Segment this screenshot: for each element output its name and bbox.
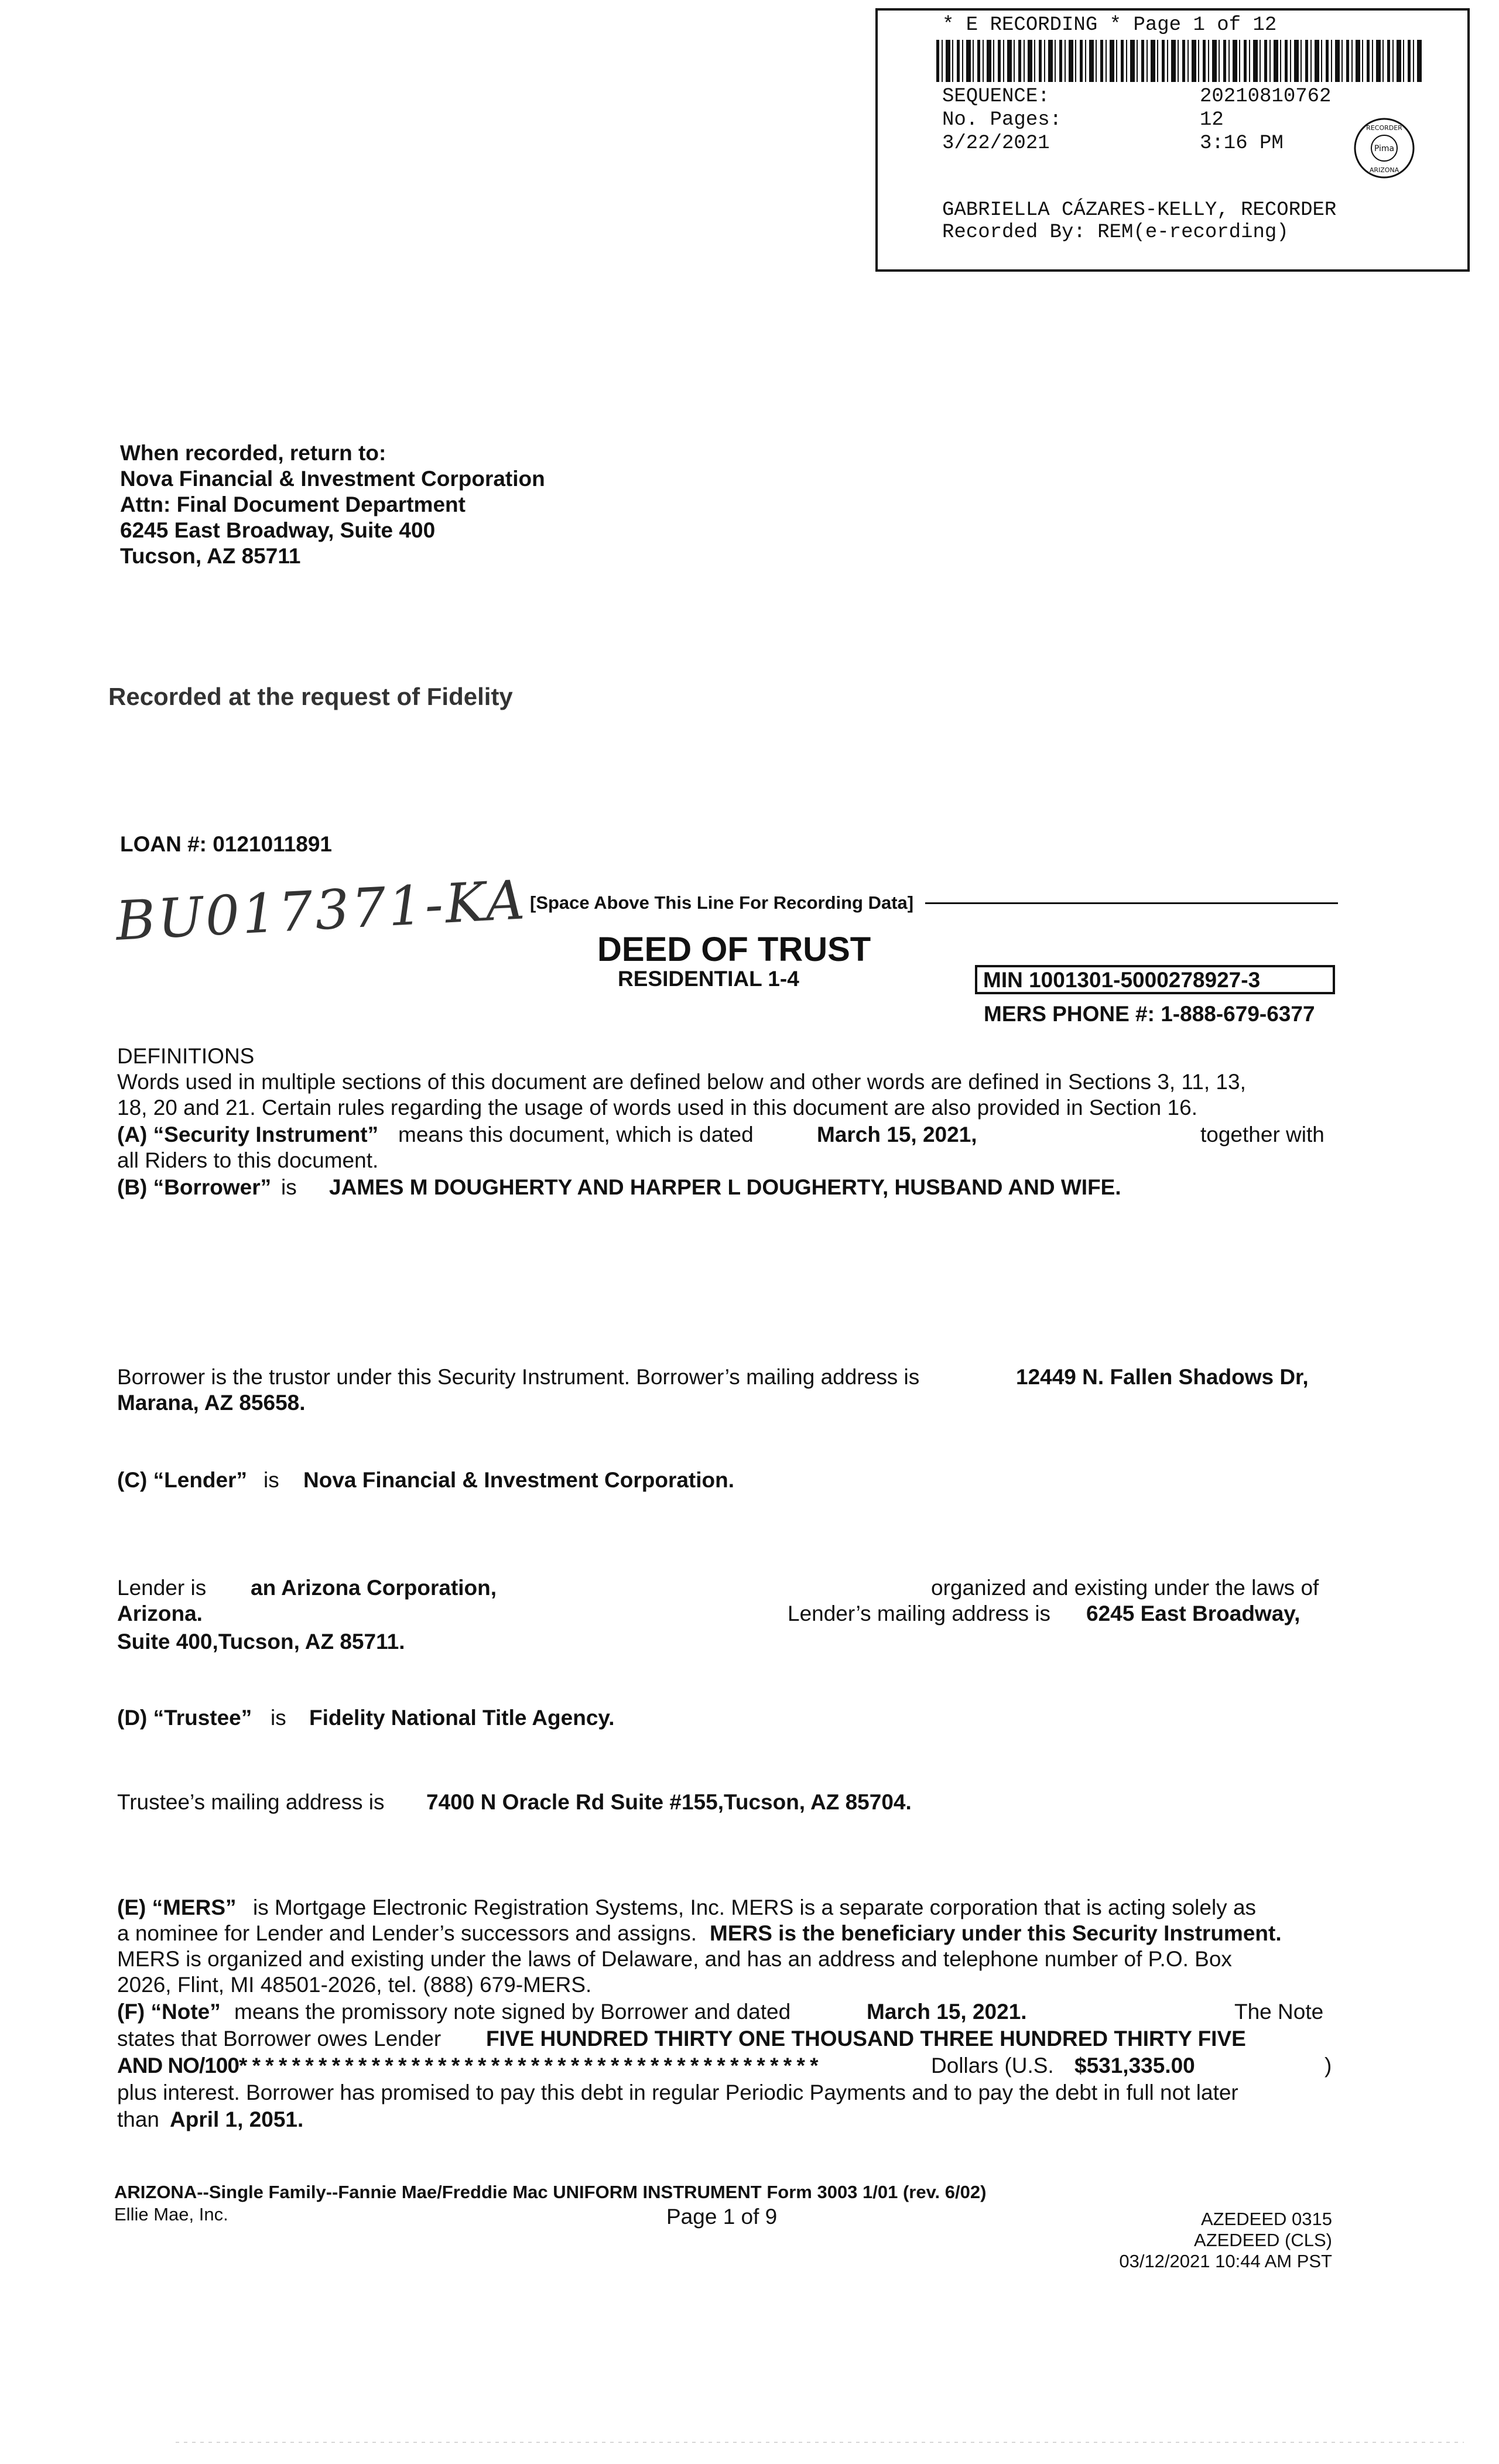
def-e-text-2b: MERS is the beneficiary under this Security Instrument. [710,1921,1282,1945]
note-date: March 15, 2021. [867,2000,1027,2024]
def-a-label: (A) “Security Instrument” [117,1123,379,1147]
def-e-text-2a: a nominee for Lender and Lender’s successors and assigns. [117,1921,697,1945]
def-f-text-2: states that Borrower owes Lender [117,2027,442,2051]
record-time: 3:16 PM [1200,132,1284,155]
def-c-mailing: Lender’s mailing address is [788,1601,1051,1625]
document-title: DEED OF TRUST [597,930,871,969]
borrower-address-2: Marana, AZ 85658. [117,1391,306,1415]
def-d-is: is [271,1706,286,1730]
def-a-tail: together with [1200,1123,1325,1147]
sequence-label: SEQUENCE: [942,85,1050,108]
trustee-name: Fidelity National Title Agency. [309,1706,615,1730]
amount-words-2: AND NO/100* * * * * * * * * * * * * * * * * * * * * * * * * * * * * * * * * * * * * * * * * * * * [117,2054,818,2078]
lender-address-1: 6245 East Broadway, [1086,1601,1300,1625]
svg-text:ARIZONA: ARIZONA [1369,166,1399,174]
def-f-dollars: Dollars (U.S. [931,2054,1054,2078]
def-f-tail: The Note [1234,2000,1324,2024]
county-seal-icon [1352,116,1416,180]
sequence-value: 20210810762 [1200,85,1332,108]
return-line-1: When recorded, return to: [120,441,386,465]
def-c-laws: organized and existing under the laws of [931,1576,1319,1600]
scan-artifact [176,2442,1464,2443]
def-d-label: (D) “Trustee” [117,1706,252,1730]
return-line-5: Tucson, AZ 85711 [120,544,301,568]
stamp-header: * E RECORDING * Page 1 of 12 [942,14,1277,36]
lender-state: Arizona. [117,1601,203,1625]
def-b-is: is [281,1175,297,1199]
footer-timestamp: 03/12/2021 10:44 AM PST [1119,2251,1332,2271]
def-f-text-3: plus interest. Borrower has promised to pay this debt in regular Periodic Payments and to pay the debt in full not later [117,2080,1238,2104]
def-c-label: (C) “Lender” [117,1468,247,1492]
footer-company: Ellie Mae, Inc. [114,2204,228,2225]
svg-text:RECORDER: RECORDER [1366,124,1402,132]
recorded-by: Recorded By: REM(e-recording) [942,221,1289,244]
def-f-close: ) [1325,2054,1332,2078]
footer-form: ARIZONA--Single Family--Fannie Mae/Freddie Mac UNIFORM INSTRUMENT Form 3003 1/01 (rev. 6/02) [114,2182,987,2202]
footer-code-1: AZEDEED 0315 [1201,2209,1332,2229]
mers-phone: MERS PHONE #: 1-888-679-6377 [984,1002,1315,1026]
def-c-is: is [263,1468,279,1492]
def-b-label: (B) “Borrower” [117,1175,272,1199]
def-e-text-1: is Mortgage Electronic Registration Systems, Inc. MERS is a separate corporation that is acting solely as [253,1895,1257,1919]
borrower-address-1: 12449 N. Fallen Shadows Dr, [1016,1365,1309,1389]
page-number: Page 1 of 9 [666,2205,778,2229]
recording-stamp [875,8,1470,272]
recorder-name: GABRIELLA CÁZARES-KELLY, RECORDER [942,199,1337,221]
def-f-text-4: than [117,2107,160,2131]
handwritten-note: BU017371-KA [114,868,529,953]
pages-value: 12 [1200,109,1224,131]
def-a-date: March 15, 2021, [817,1123,977,1147]
definitions-intro-1: Words used in multiple sections of this document are defined below and other words are defined in Sections 3, 11, 13, [117,1070,1246,1094]
svg-text:Pima: Pima [1374,144,1395,153]
divider-line [925,902,1338,904]
amount-words-1: FIVE HUNDRED THIRTY ONE THOUSAND THREE HUNDRED THIRTY FIVE [486,2027,1246,2051]
borrower-names: JAMES M DOUGHERTY AND HARPER L DOUGHERTY, HUSBAND AND WIFE. [329,1175,1121,1199]
return-line-3: Attn: Final Document Department [120,492,466,516]
def-f-text-1: means the promissory note signed by Borrower and dated [234,2000,791,2024]
pages-label: No. Pages: [942,109,1062,131]
return-line-2: Nova Financial & Investment Corporation [120,467,545,491]
definitions-heading: DEFINITIONS [117,1044,255,1068]
maturity-date: April 1, 2051. [170,2107,304,2131]
loan-number: LOAN #: 0121011891 [120,832,333,856]
loan-amount: $531,335.00 [1074,2054,1195,2078]
definitions-intro-2: 18, 20 and 21. Certain rules regarding the usage of words used in this document are also provided in Section 16. [117,1096,1197,1120]
min-box [975,965,1335,994]
space-above-label: [Space Above This Line For Recording Data] [530,892,914,913]
def-e-text-3: MERS is organized and existing under the laws of Delaware, and has an address and telephone number of P.O. Box [117,1947,1232,1971]
def-d-mailing: Trustee’s mailing address is [117,1790,385,1814]
def-b-trustor: Borrower is the trustor under this Security Instrument. Borrower’s mailing address is [117,1365,920,1389]
min-number: MIN 1001301-5000278927-3 [983,968,1261,992]
lender-name: Nova Financial & Investment Corporation. [303,1468,735,1492]
def-a-text: means this document, which is dated [398,1123,754,1147]
lender-address-2: Suite 400,Tucson, AZ 85711. [117,1630,405,1654]
footer-code-2: AZEDEED (CLS) [1194,2230,1332,2250]
def-e-label: (E) “MERS” [117,1895,237,1919]
recorded-request: Recorded at the request of Fidelity [108,683,513,710]
trustee-address: 7400 N Oracle Rd Suite #155,Tucson, AZ 85704. [426,1790,912,1814]
document-subtitle: RESIDENTIAL 1-4 [618,967,799,991]
record-date: 3/22/2021 [942,132,1050,155]
def-a-line2: all Riders to this document. [117,1148,379,1172]
def-f-label: (F) “Note” [117,2000,221,2024]
return-line-4: 6245 East Broadway, Suite 400 [120,518,436,542]
def-c-lender-is: Lender is [117,1576,207,1600]
barcode [936,40,1422,82]
def-e-text-4: 2026, Flint, MI 48501-2026, tel. (888) 679-MERS. [117,1973,592,1997]
lender-org-type: an Arizona Corporation, [251,1576,497,1600]
